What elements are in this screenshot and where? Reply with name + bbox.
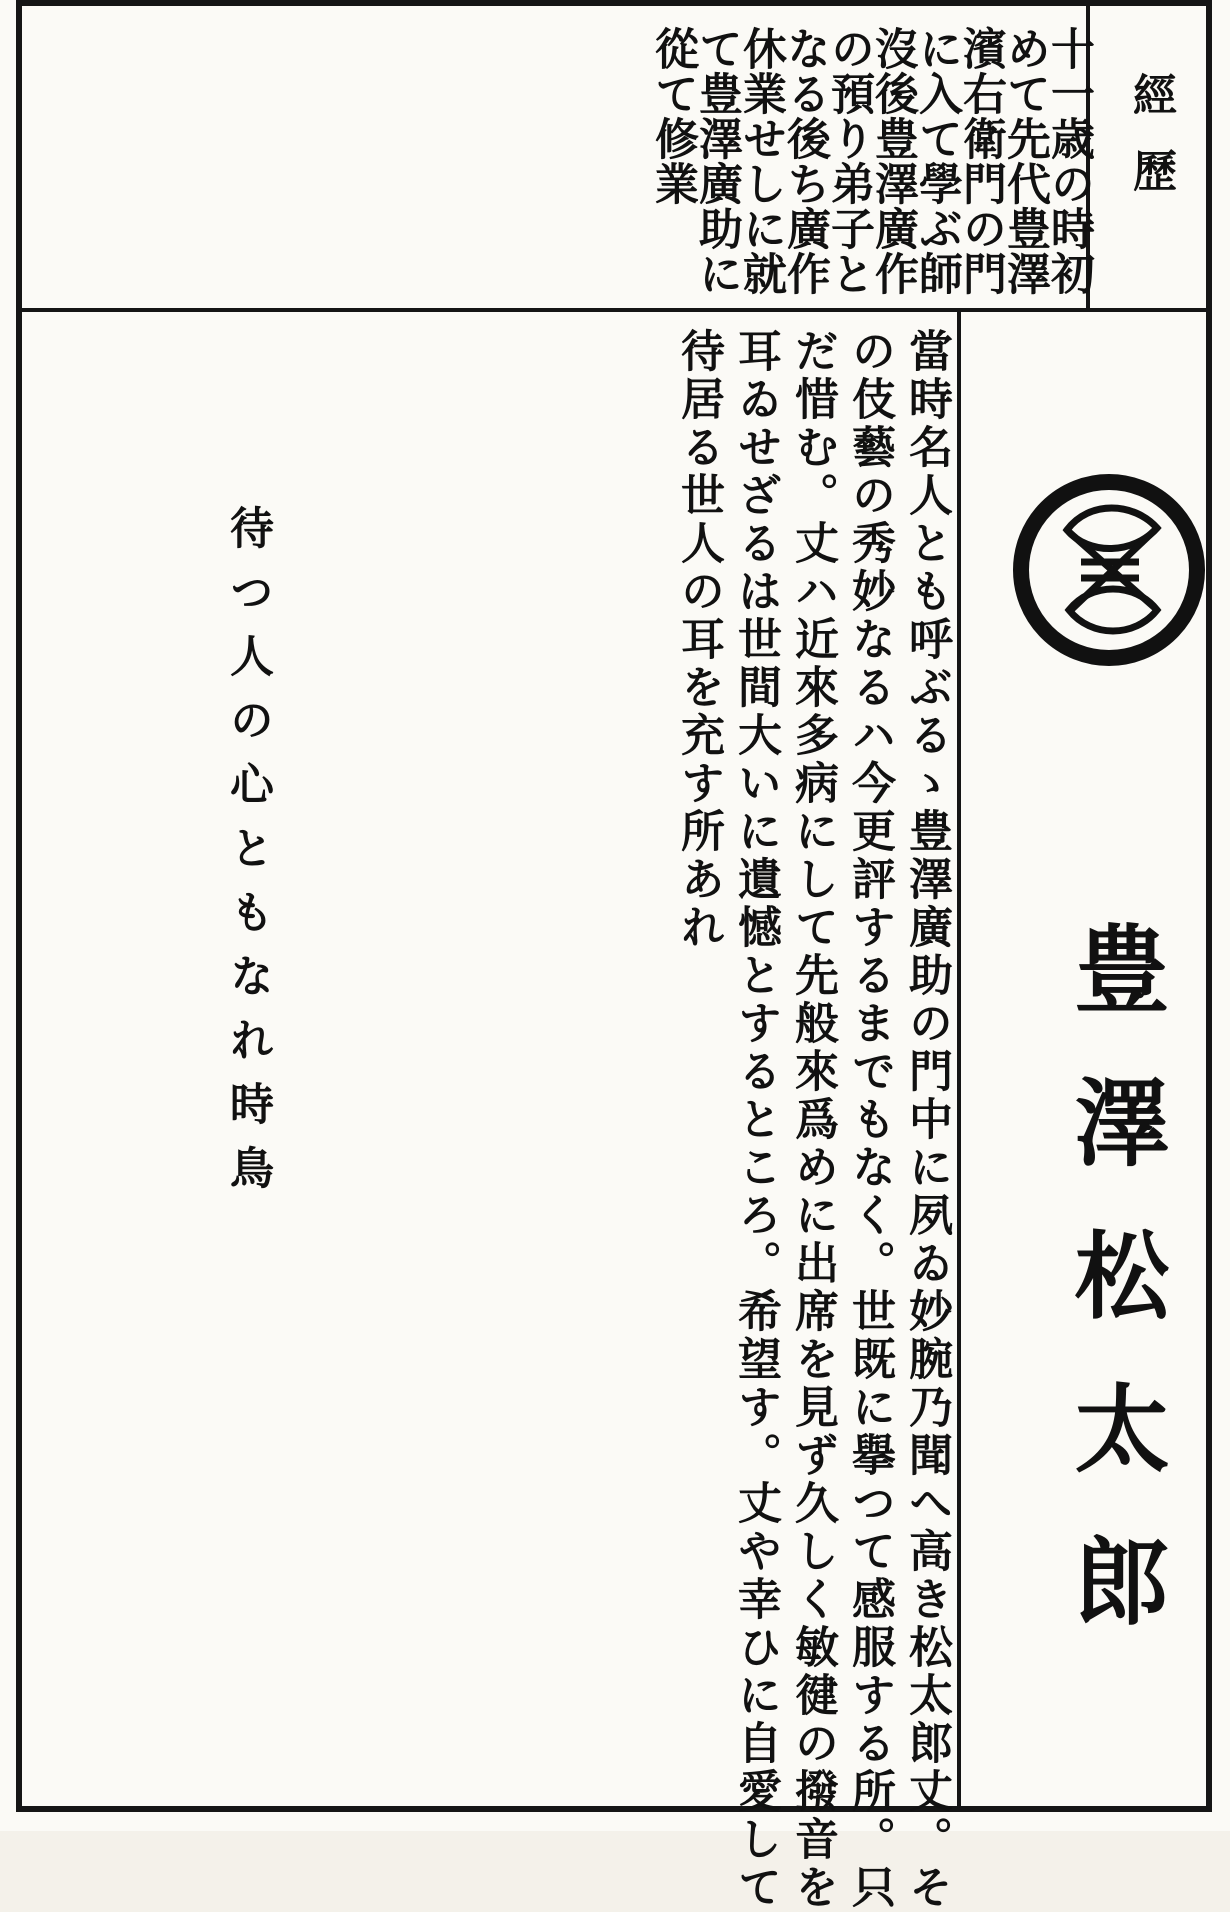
career-text: 十一歳の時初 めて先代豊澤 濱右衛門の門 に入て學ぶ師 沒後豊澤廣作 の預り弟子と なる後ち廣作 休業せしに就 て豊澤廣助に 從て修業	[647, 26, 1094, 296]
career-label: 經歷	[1125, 72, 1176, 224]
name-column-divider	[957, 308, 961, 1812]
header-divider	[16, 308, 1212, 312]
main-text: 當時名人とも呼ぶるゝ豊澤廣助の門中に夙ゐ妙腕乃聞へ高き松太郎丈。そ の伎藝の秀妙なるハ今更評するまでもなく。世既に擧つて感服する所。只 だ惜む。丈ハ近來多病にして先般來爲めに出席を見ず久しく敏徤の撥音を 耳ゐせざるは世間大いに遺憾とするところ。希望す。丈や幸ひに自愛して 待居る世人の耳を充す所あれ	[673, 328, 952, 1912]
haiku: 待つ人の心ともなれ時鳥	[222, 505, 273, 1209]
family-crest-icon	[1009, 470, 1209, 670]
performer-name: 豊澤松太郎	[1059, 920, 1170, 1685]
